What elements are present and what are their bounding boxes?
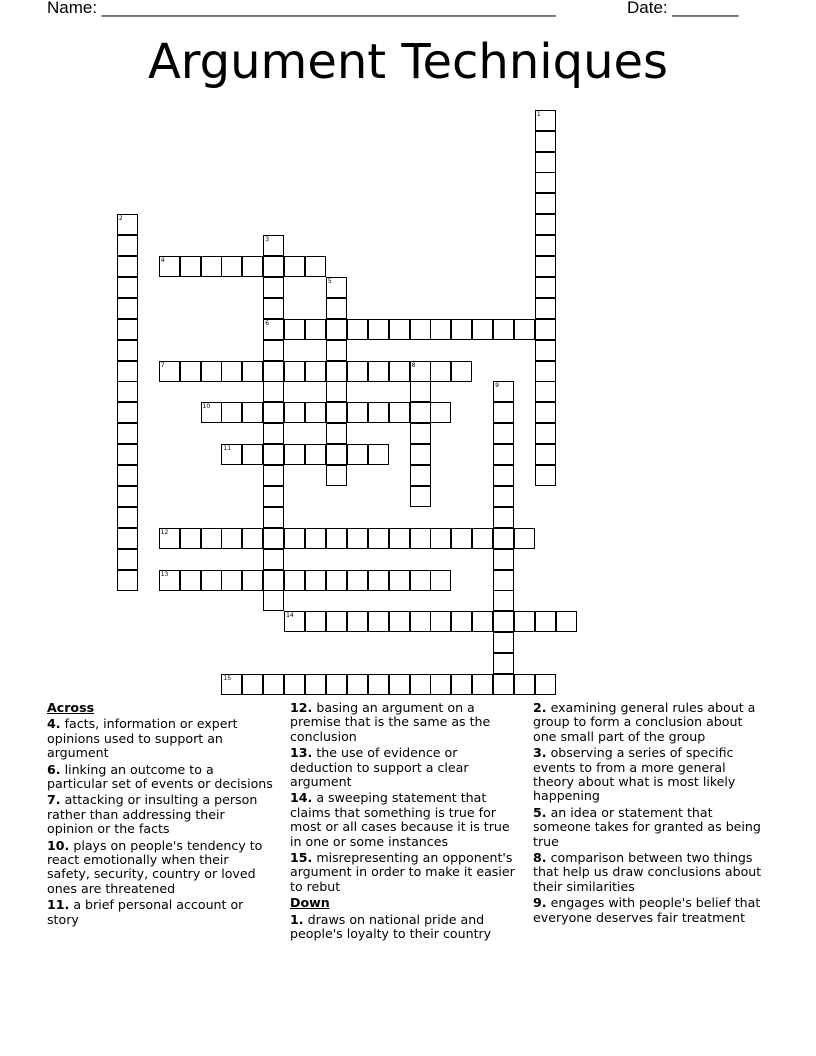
grid-cell[interactable] xyxy=(284,319,305,340)
grid-cell[interactable] xyxy=(117,340,138,361)
grid-cell[interactable] xyxy=(117,256,138,277)
clue-down-8: 8. comparison between two things that help us draw conclusions about their similarities xyxy=(533,850,762,894)
grid-cell[interactable] xyxy=(430,528,451,549)
grid-cell[interactable] xyxy=(493,632,514,653)
grid-cell[interactable] xyxy=(535,444,556,465)
grid-cell[interactable] xyxy=(159,361,180,382)
grid-cell[interactable] xyxy=(263,486,284,507)
clue-down-3: 3. observing a series of specific events to from a more general theory about what is most likely happening xyxy=(533,745,736,804)
across-heading: Across xyxy=(47,700,95,715)
grid-cell[interactable] xyxy=(535,402,556,423)
grid-cell[interactable] xyxy=(535,152,556,173)
grid-cell[interactable] xyxy=(347,528,368,549)
grid-cell[interactable] xyxy=(284,444,305,465)
grid-cell[interactable] xyxy=(326,277,347,298)
grid-cell[interactable] xyxy=(451,674,472,695)
grid-cell[interactable] xyxy=(242,674,263,695)
grid-cell[interactable] xyxy=(201,528,222,549)
grid-cell[interactable] xyxy=(368,528,389,549)
grid-cell[interactable] xyxy=(117,402,138,423)
grid-cell[interactable] xyxy=(263,298,284,319)
grid-cell[interactable] xyxy=(493,444,514,465)
grid-cell[interactable] xyxy=(159,256,180,277)
grid-cell[interactable] xyxy=(326,570,347,591)
grid-cell[interactable] xyxy=(493,381,514,402)
grid-cell[interactable] xyxy=(430,319,451,340)
grid-cell[interactable] xyxy=(242,570,263,591)
clue-across-7: 7. attacking or insulting a person rather than addressing their opinion or the facts xyxy=(47,792,258,837)
grid-cell[interactable] xyxy=(535,277,556,298)
grid-cell[interactable] xyxy=(159,528,180,549)
grid-cell[interactable] xyxy=(535,172,556,193)
grid-cell[interactable] xyxy=(326,340,347,361)
grid-cell[interactable] xyxy=(493,486,514,507)
grid-cell[interactable] xyxy=(430,570,451,591)
cell-number: 5 xyxy=(327,277,332,285)
grid-cell[interactable] xyxy=(117,444,138,465)
grid-cell[interactable] xyxy=(284,361,305,382)
grid-cell[interactable] xyxy=(180,570,201,591)
grid-cell[interactable] xyxy=(117,381,138,402)
grid-cell[interactable] xyxy=(410,319,431,340)
grid-cell[interactable] xyxy=(326,298,347,319)
grid-cell[interactable] xyxy=(451,319,472,340)
grid-cell[interactable] xyxy=(263,402,284,423)
grid-cell[interactable] xyxy=(284,528,305,549)
grid-cell[interactable] xyxy=(368,361,389,382)
grid-cell[interactable] xyxy=(326,611,347,632)
cell-number: 4 xyxy=(160,257,165,264)
grid-cell[interactable] xyxy=(451,611,472,632)
grid-cell[interactable] xyxy=(221,361,242,382)
grid-cell[interactable] xyxy=(347,319,368,340)
grid-cell[interactable] xyxy=(410,528,431,549)
grid-cell[interactable] xyxy=(326,528,347,549)
grid-cell[interactable] xyxy=(535,235,556,256)
grid-cell[interactable] xyxy=(221,570,242,591)
grid-cell[interactable] xyxy=(201,361,222,382)
grid-cell[interactable] xyxy=(493,402,514,423)
clue-across-14: 14. a sweeping statement that claims that something is true for most or all cases because it is true in one or some instances xyxy=(290,790,510,849)
clue-across-13: 13. the use of evidence or deduction to support a clear argument xyxy=(290,745,469,790)
grid-cell[interactable] xyxy=(389,570,410,591)
grid-cell[interactable] xyxy=(535,214,556,235)
date-field[interactable]: Date: _______ xyxy=(627,0,739,17)
grid-cell[interactable] xyxy=(347,570,368,591)
grid-cell[interactable] xyxy=(514,319,535,340)
grid-cell[interactable] xyxy=(410,611,431,632)
grid-cell[interactable] xyxy=(180,528,201,549)
grid-cell[interactable] xyxy=(305,570,326,591)
grid-cell[interactable] xyxy=(221,528,242,549)
grid-cell[interactable] xyxy=(493,319,514,340)
grid-cell[interactable] xyxy=(326,444,347,465)
grid-cell[interactable] xyxy=(117,235,138,256)
grid-cell[interactable] xyxy=(451,528,472,549)
cell-number: 13 xyxy=(160,570,169,578)
grid-cell[interactable] xyxy=(493,528,514,549)
grid-cell[interactable] xyxy=(305,319,326,340)
clues-column-3 xyxy=(533,701,769,927)
grid-cell[interactable] xyxy=(368,570,389,591)
grid-cell[interactable] xyxy=(117,528,138,549)
grid-cell[interactable] xyxy=(430,611,451,632)
grid-cell[interactable] xyxy=(410,361,431,382)
grid-cell[interactable] xyxy=(389,528,410,549)
grid-cell[interactable] xyxy=(368,611,389,632)
grid-cell[interactable] xyxy=(263,590,284,611)
grid-cell[interactable] xyxy=(201,402,222,423)
grid-cell[interactable] xyxy=(410,423,431,444)
grid-cell[interactable] xyxy=(263,235,284,256)
grid-cell[interactable] xyxy=(535,465,556,486)
grid-cell[interactable] xyxy=(472,611,493,632)
grid-cell[interactable] xyxy=(305,444,326,465)
grid-cell[interactable] xyxy=(117,298,138,319)
clue-across-4: 4. facts, information or expert opinions used to support an argument xyxy=(47,716,238,761)
grid-cell[interactable] xyxy=(242,256,263,277)
cell-number: 8 xyxy=(411,361,416,369)
grid-cell[interactable] xyxy=(221,444,242,465)
grid-cell[interactable] xyxy=(284,570,305,591)
grid-cell[interactable] xyxy=(263,423,284,444)
grid-cell[interactable] xyxy=(514,674,535,695)
cell-number: 1 xyxy=(536,110,541,118)
clue-down-2: 2. examining general rules about a group to form a conclusion about one small part of the group xyxy=(533,700,756,744)
grid-cell[interactable] xyxy=(347,444,368,465)
clues-column-2 xyxy=(290,701,522,944)
grid-cell[interactable] xyxy=(180,361,201,382)
grid-cell[interactable] xyxy=(263,528,284,549)
grid-cell[interactable] xyxy=(389,674,410,695)
grid-cell[interactable] xyxy=(472,319,493,340)
grid-cell[interactable] xyxy=(117,465,138,486)
grid-cell[interactable] xyxy=(263,465,284,486)
grid-cell[interactable] xyxy=(347,674,368,695)
grid-cell[interactable] xyxy=(493,611,514,632)
grid-cell[interactable] xyxy=(535,423,556,444)
clue-across-10: 10. plays on people's tendency to react emotionally when their safety, security, country or loved ones are threatened xyxy=(47,837,263,896)
grid-cell[interactable] xyxy=(493,570,514,591)
grid-cell[interactable] xyxy=(493,653,514,674)
grid-cell[interactable] xyxy=(263,277,284,298)
grid-cell[interactable] xyxy=(305,361,326,382)
grid-cell[interactable] xyxy=(201,570,222,591)
grid-cell[interactable] xyxy=(201,256,222,277)
grid-cell[interactable] xyxy=(493,507,514,528)
clue-across-11: 11. a brief personal account or story xyxy=(47,897,244,927)
grid-cell[interactable] xyxy=(389,402,410,423)
grid-cell[interactable] xyxy=(263,507,284,528)
grid-cell[interactable] xyxy=(410,465,431,486)
grid-cell[interactable] xyxy=(535,319,556,340)
grid-cell[interactable] xyxy=(347,611,368,632)
grid-cell[interactable] xyxy=(326,361,347,382)
grid-cell[interactable] xyxy=(493,465,514,486)
grid-cell[interactable] xyxy=(535,110,556,131)
grid-cell[interactable] xyxy=(117,423,138,444)
grid-cell[interactable] xyxy=(389,319,410,340)
grid-cell[interactable] xyxy=(514,528,535,549)
grid-cell[interactable] xyxy=(389,611,410,632)
cell-number: 15 xyxy=(223,675,232,682)
grid-cell[interactable] xyxy=(410,402,431,423)
grid-cell[interactable] xyxy=(368,319,389,340)
clue-down-5: 5. an idea or statement that someone takes for granted as being true xyxy=(533,804,761,849)
grid-cell[interactable] xyxy=(180,256,201,277)
grid-cell[interactable] xyxy=(305,402,326,423)
grid-cell[interactable] xyxy=(535,256,556,277)
grid-cell[interactable] xyxy=(410,381,431,402)
cell-number: 7 xyxy=(160,361,165,369)
grid-cell[interactable] xyxy=(451,361,472,382)
grid-cell[interactable] xyxy=(535,193,556,214)
grid-cell[interactable] xyxy=(368,402,389,423)
clue-down-1: 1. draws on national pride and people's loyalty to their country xyxy=(290,911,492,942)
grid-cell[interactable] xyxy=(326,402,347,423)
grid-cell[interactable] xyxy=(263,549,284,570)
grid-cell[interactable] xyxy=(410,570,431,591)
grid-cell[interactable] xyxy=(263,319,284,340)
grid-cell[interactable] xyxy=(493,590,514,611)
clue-across-6: 6. linking an outcome to a particular set of events or decisions xyxy=(47,761,273,792)
grid-cell[interactable] xyxy=(221,674,242,695)
grid-cell[interactable] xyxy=(430,361,451,382)
grid-cell[interactable] xyxy=(326,319,347,340)
grid-cell[interactable] xyxy=(117,319,138,340)
grid-cell[interactable] xyxy=(242,361,263,382)
grid-cell[interactable] xyxy=(472,674,493,695)
grid-cell[interactable] xyxy=(305,528,326,549)
clue-across-15: 15. misrepresenting an opponent's argument in order to make it easier to rebut xyxy=(290,850,515,894)
grid-cell[interactable] xyxy=(263,570,284,591)
cell-number: 14 xyxy=(286,612,294,620)
cell-number: 9 xyxy=(495,382,499,390)
grid-cell[interactable] xyxy=(263,256,284,277)
grid-cell[interactable] xyxy=(242,402,263,423)
grid-cell[interactable] xyxy=(305,674,326,695)
clue-down-9: 9. engages with people's belief that everyone deserves fair treatment xyxy=(533,895,761,925)
grid-cell[interactable] xyxy=(305,611,326,632)
grid-cell[interactable] xyxy=(284,402,305,423)
grid-cell[interactable] xyxy=(535,131,556,152)
grid-cell[interactable] xyxy=(556,611,577,632)
grid-cell[interactable] xyxy=(347,361,368,382)
down-heading: Down xyxy=(290,895,330,911)
grid-cell[interactable] xyxy=(326,423,347,444)
grid-cell[interactable] xyxy=(305,256,326,277)
grid-cell[interactable] xyxy=(284,256,305,277)
grid-cell[interactable] xyxy=(117,549,138,570)
cell-number: 12 xyxy=(160,528,169,536)
grid-cell[interactable] xyxy=(389,361,410,382)
grid-cell[interactable] xyxy=(535,298,556,319)
grid-cell[interactable] xyxy=(284,611,305,632)
grid-cell[interactable] xyxy=(263,340,284,361)
grid-cell[interactable] xyxy=(410,674,431,695)
grid-cell[interactable] xyxy=(410,444,431,465)
cell-number: 6 xyxy=(265,319,270,327)
grid-cell[interactable] xyxy=(263,674,284,695)
grid-cell[interactable] xyxy=(514,611,535,632)
cell-number: 11 xyxy=(223,445,232,453)
grid-cell[interactable] xyxy=(263,361,284,382)
grid-cell[interactable] xyxy=(368,674,389,695)
grid-cell[interactable] xyxy=(326,674,347,695)
grid-cell[interactable] xyxy=(535,340,556,361)
grid-cell[interactable] xyxy=(535,381,556,402)
page-title: Argument Techniques xyxy=(147,34,669,90)
grid-cell[interactable] xyxy=(347,402,368,423)
grid-cell[interactable] xyxy=(535,674,556,695)
grid-cell[interactable] xyxy=(493,674,514,695)
grid-cell[interactable] xyxy=(263,381,284,402)
grid-cell[interactable] xyxy=(221,256,242,277)
grid-cell[interactable] xyxy=(117,486,138,507)
grid-cell[interactable] xyxy=(117,277,138,298)
grid-cell[interactable] xyxy=(117,507,138,528)
cell-number: 3 xyxy=(265,236,270,244)
grid-cell[interactable] xyxy=(117,214,138,235)
grid-cell[interactable] xyxy=(472,528,493,549)
grid-cell[interactable] xyxy=(159,570,180,591)
cell-number: 2 xyxy=(118,215,123,223)
grid-cell[interactable] xyxy=(430,674,451,695)
name-field[interactable]: Name: ________________________________________________ xyxy=(47,0,556,17)
grid-cell[interactable] xyxy=(263,444,284,465)
grid-cell[interactable] xyxy=(242,444,263,465)
grid-cell[interactable] xyxy=(535,361,556,382)
grid-cell[interactable] xyxy=(493,423,514,444)
clues-column-1 xyxy=(47,701,275,929)
grid-cell[interactable] xyxy=(535,611,556,632)
grid-cell[interactable] xyxy=(368,444,389,465)
grid-cell[interactable] xyxy=(284,674,305,695)
grid-cell[interactable] xyxy=(430,402,451,423)
grid-cell[interactable] xyxy=(117,361,138,382)
grid-cell[interactable] xyxy=(326,465,347,486)
cell-number: 10 xyxy=(202,403,211,411)
grid-cell[interactable] xyxy=(117,570,138,591)
grid-cell[interactable] xyxy=(221,402,242,423)
grid-cell[interactable] xyxy=(493,549,514,570)
grid-cell[interactable] xyxy=(242,528,263,549)
grid-cell[interactable] xyxy=(326,381,347,402)
clue-across-12: 12. basing an argument on a premise that is the same as the conclusion xyxy=(290,700,491,744)
grid-cell[interactable] xyxy=(410,486,431,507)
